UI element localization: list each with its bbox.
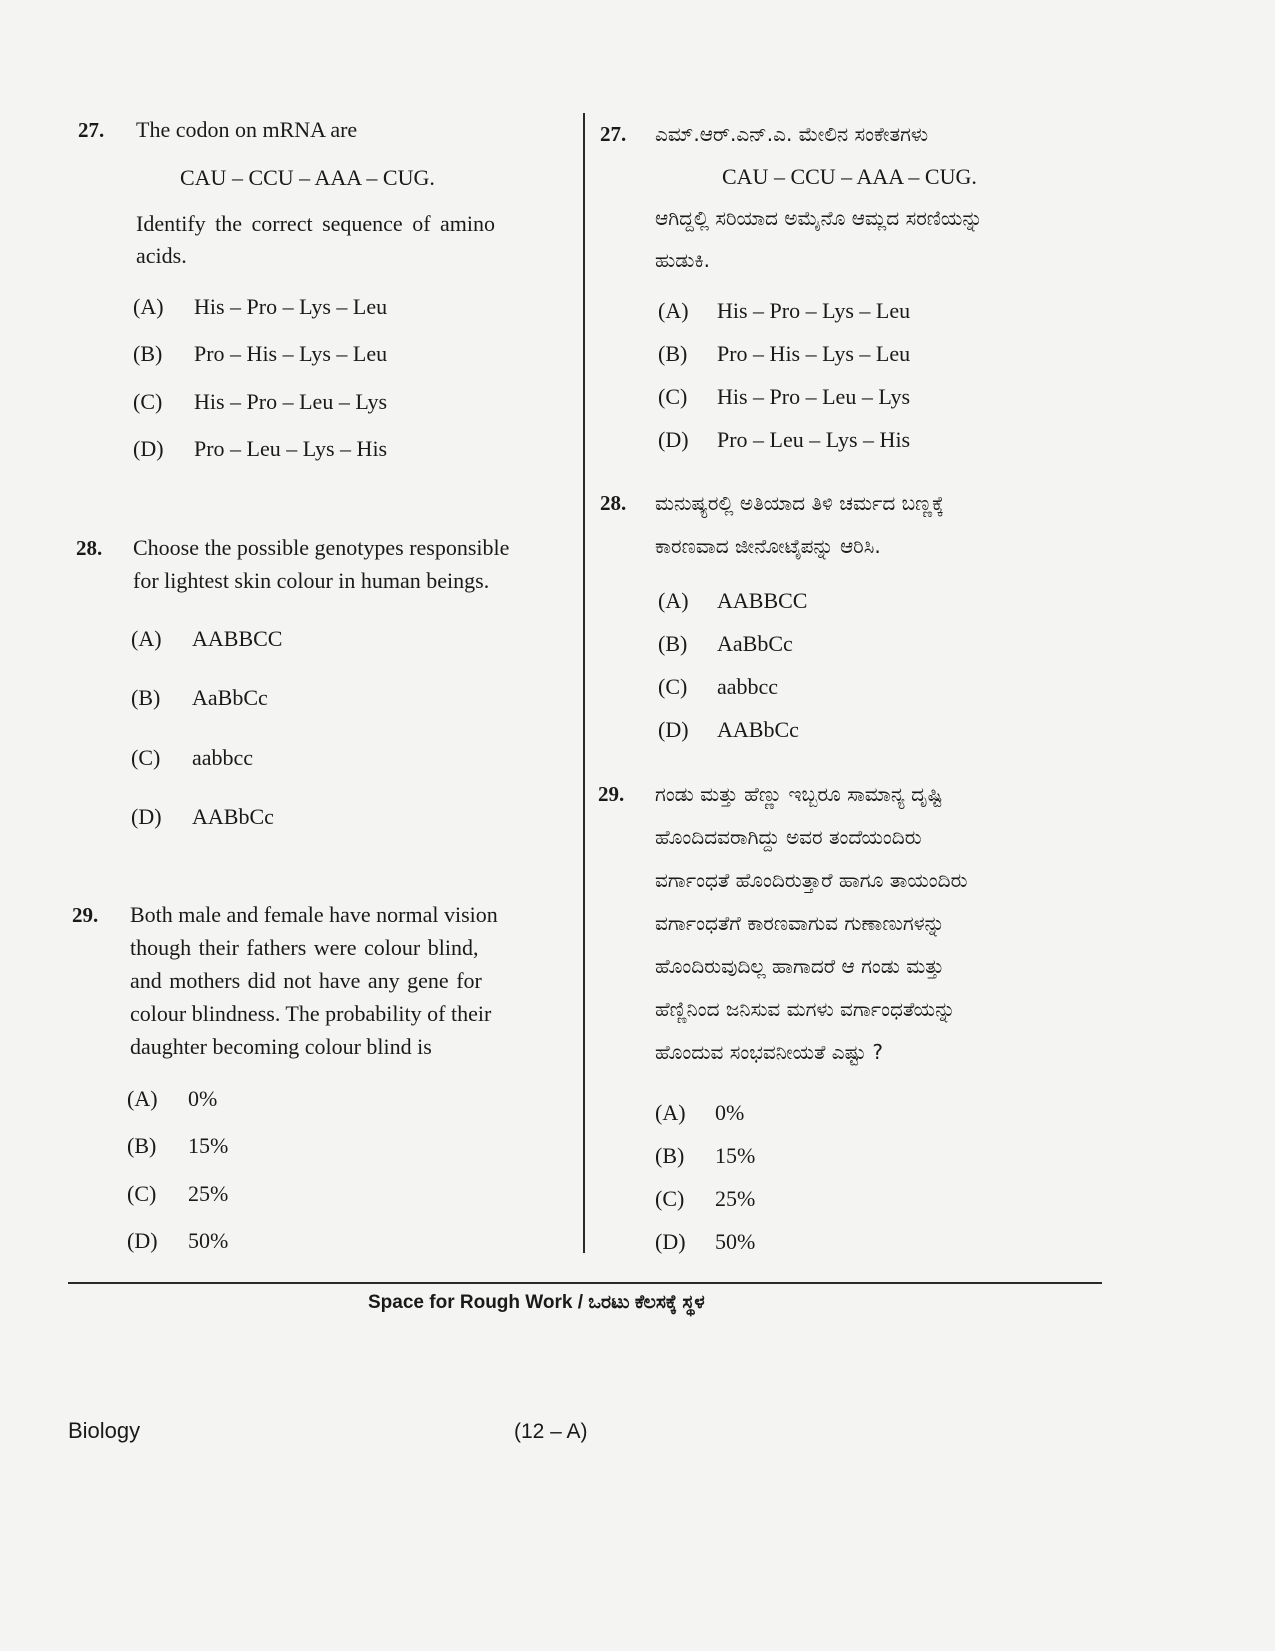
option-text: His – Pro – Lys – Leu xyxy=(717,298,911,323)
option-text: aabbcc xyxy=(192,745,254,770)
question-text: for lightest skin colour in human beings. xyxy=(133,568,490,593)
question-number: 27. xyxy=(78,118,105,142)
rough-work-caption: Space for Rough Work / ಒರಟು ಕೆಲಸಕ್ಕೆ ಸ್ಥಳ xyxy=(368,1292,705,1313)
option-text: 0% xyxy=(715,1100,745,1125)
question-number: 28. xyxy=(76,536,103,560)
option-text: Pro – His – Lys – Leu xyxy=(717,341,911,366)
option-text: 15% xyxy=(715,1143,756,1168)
option-label: (A) xyxy=(131,626,162,651)
option-label: (C) xyxy=(658,384,688,409)
footer-rule xyxy=(68,1282,1102,1284)
question-text: ಹೊಂದುವ ಸಂಭವನೀಯತೆ ಎಷ್ಟು ? xyxy=(655,1040,884,1064)
option-text: His – Pro – Leu – Lys xyxy=(194,389,388,414)
question-text: The codon on mRNA are xyxy=(136,117,358,142)
codon-sequence: CAU – CCU – AAA – CUG. xyxy=(722,164,977,189)
question-text: ಹೊಂದಿರುವುದಿಲ್ಲ ಹಾಗಾದರೆ ಆ ಗಂಡು ಮತ್ತು xyxy=(655,954,944,978)
option-text: His – Pro – Leu – Lys xyxy=(717,384,911,409)
question-text: ಎಮ್‌.ಆರ್‌.ಎನ್‌.ಎ. ಮೇಲಿನ ಸಂಕೇತಗಳು xyxy=(655,122,929,146)
question-text: ಆಗಿದ್ದಲ್ಲಿ ಸರಿಯಾದ ಅಮೈನೊ ಆಮ್ಲದ ಸರಣಿಯನ್ನು xyxy=(655,206,983,230)
option-label: (A) xyxy=(655,1100,686,1125)
option-label: (D) xyxy=(131,804,162,829)
question-text: Identify the correct sequence of amino xyxy=(136,211,496,236)
option-text: Pro – Leu – Lys – His xyxy=(717,427,911,452)
option-label: (B) xyxy=(131,685,161,710)
question-text: ಹೆಣ್ಣಿನಿಂದ ಜನಿಸುವ ಮಗಳು ವರ್ಗಾಂಧತೆಯನ್ನು xyxy=(655,997,956,1021)
question-text: ಮನುಷ್ಯರಲ್ಲಿ ಅತಿಯಾದ ತಿಳಿ ಚರ್ಮದ ಬಣ್ಣಕ್ಕೆ xyxy=(655,491,944,515)
option-label: (D) xyxy=(133,436,164,461)
option-text: His – Pro – Lys – Leu xyxy=(194,294,388,319)
option-label: (C) xyxy=(127,1181,157,1206)
column-divider xyxy=(583,113,585,1253)
option-text: AABBCC xyxy=(192,626,283,651)
option-text: 25% xyxy=(188,1181,229,1206)
option-text: AaBbCc xyxy=(192,685,268,710)
option-text: 15% xyxy=(188,1133,229,1158)
question-text: ವರ್ಗಾಂಧತೆಗೆ ಕಾರಣವಾಗುವ ಗುಣಾಣುಗಳನ್ನು xyxy=(655,911,945,935)
option-text: AABbCc xyxy=(717,717,799,742)
option-label: (D) xyxy=(655,1229,686,1254)
question-number: 27. xyxy=(600,122,627,146)
option-label: (D) xyxy=(658,717,689,742)
option-label: (B) xyxy=(133,341,163,366)
option-label: (B) xyxy=(655,1143,685,1168)
option-text: 0% xyxy=(188,1086,218,1111)
option-label: (A) xyxy=(658,588,689,613)
option-label: (A) xyxy=(658,298,689,323)
codon-sequence: CAU – CCU – AAA – CUG. xyxy=(180,165,435,190)
option-text: 25% xyxy=(715,1186,756,1211)
question-number: 29. xyxy=(598,782,625,806)
question-number: 28. xyxy=(600,491,627,515)
option-text: AABbCc xyxy=(192,804,274,829)
option-text: aabbcc xyxy=(717,674,779,699)
question-text: Choose the possible genotypes responsible xyxy=(133,535,510,560)
question-text: ವರ್ಗಾಂಧತೆ ಹೊಂದಿರುತ್ತಾರೆ ಹಾಗೂ ತಾಯಂದಿರು xyxy=(655,868,968,892)
question-text: acids. xyxy=(136,243,187,268)
option-label: (B) xyxy=(658,341,688,366)
question-text: and mothers did not have any gene for xyxy=(130,968,482,993)
option-label: (C) xyxy=(133,389,163,414)
option-label: (D) xyxy=(658,427,689,452)
question-text: Both male and female have normal vision xyxy=(130,902,498,927)
question-text: ಗಂಡು ಮತ್ತು ಹೆಣ್ಣು ಇಬ್ಬರೂ ಸಾಮಾನ್ಯ ದೃಷ್ಟಿ xyxy=(655,782,943,806)
option-text: 50% xyxy=(188,1228,229,1253)
option-text: AaBbCc xyxy=(717,631,793,656)
option-text: Pro – His – Lys – Leu xyxy=(194,341,388,366)
question-text: colour blindness. The probability of their xyxy=(130,1001,492,1026)
question-number: 29. xyxy=(72,903,99,927)
option-label: (A) xyxy=(133,294,164,319)
question-text: ಕಾರಣವಾದ ಜೀನೋಟೈಪನ್ನು ಆರಿಸಿ. xyxy=(655,534,881,558)
option-label: (C) xyxy=(131,745,161,770)
option-text: Pro – Leu – Lys – His xyxy=(194,436,388,461)
page-code: (12 – A) xyxy=(514,1420,588,1443)
question-text: ಹುಡುಕಿ. xyxy=(655,248,711,272)
option-label: (C) xyxy=(658,674,688,699)
question-text: daughter becoming colour blind is xyxy=(130,1034,432,1059)
option-label: (C) xyxy=(655,1186,685,1211)
option-label: (D) xyxy=(127,1228,158,1253)
option-label: (B) xyxy=(658,631,688,656)
option-label: (B) xyxy=(127,1133,157,1158)
option-label: (A) xyxy=(127,1086,158,1111)
option-text: 50% xyxy=(715,1229,756,1254)
question-text: though their fathers were colour blind, xyxy=(130,935,479,960)
question-text: ಹೊಂದಿದವರಾಗಿದ್ದು ಅವರ ತಂದೆಯಂದಿರು xyxy=(655,825,922,849)
subject-label: Biology xyxy=(68,1418,141,1443)
option-text: AABBCC xyxy=(717,588,808,613)
